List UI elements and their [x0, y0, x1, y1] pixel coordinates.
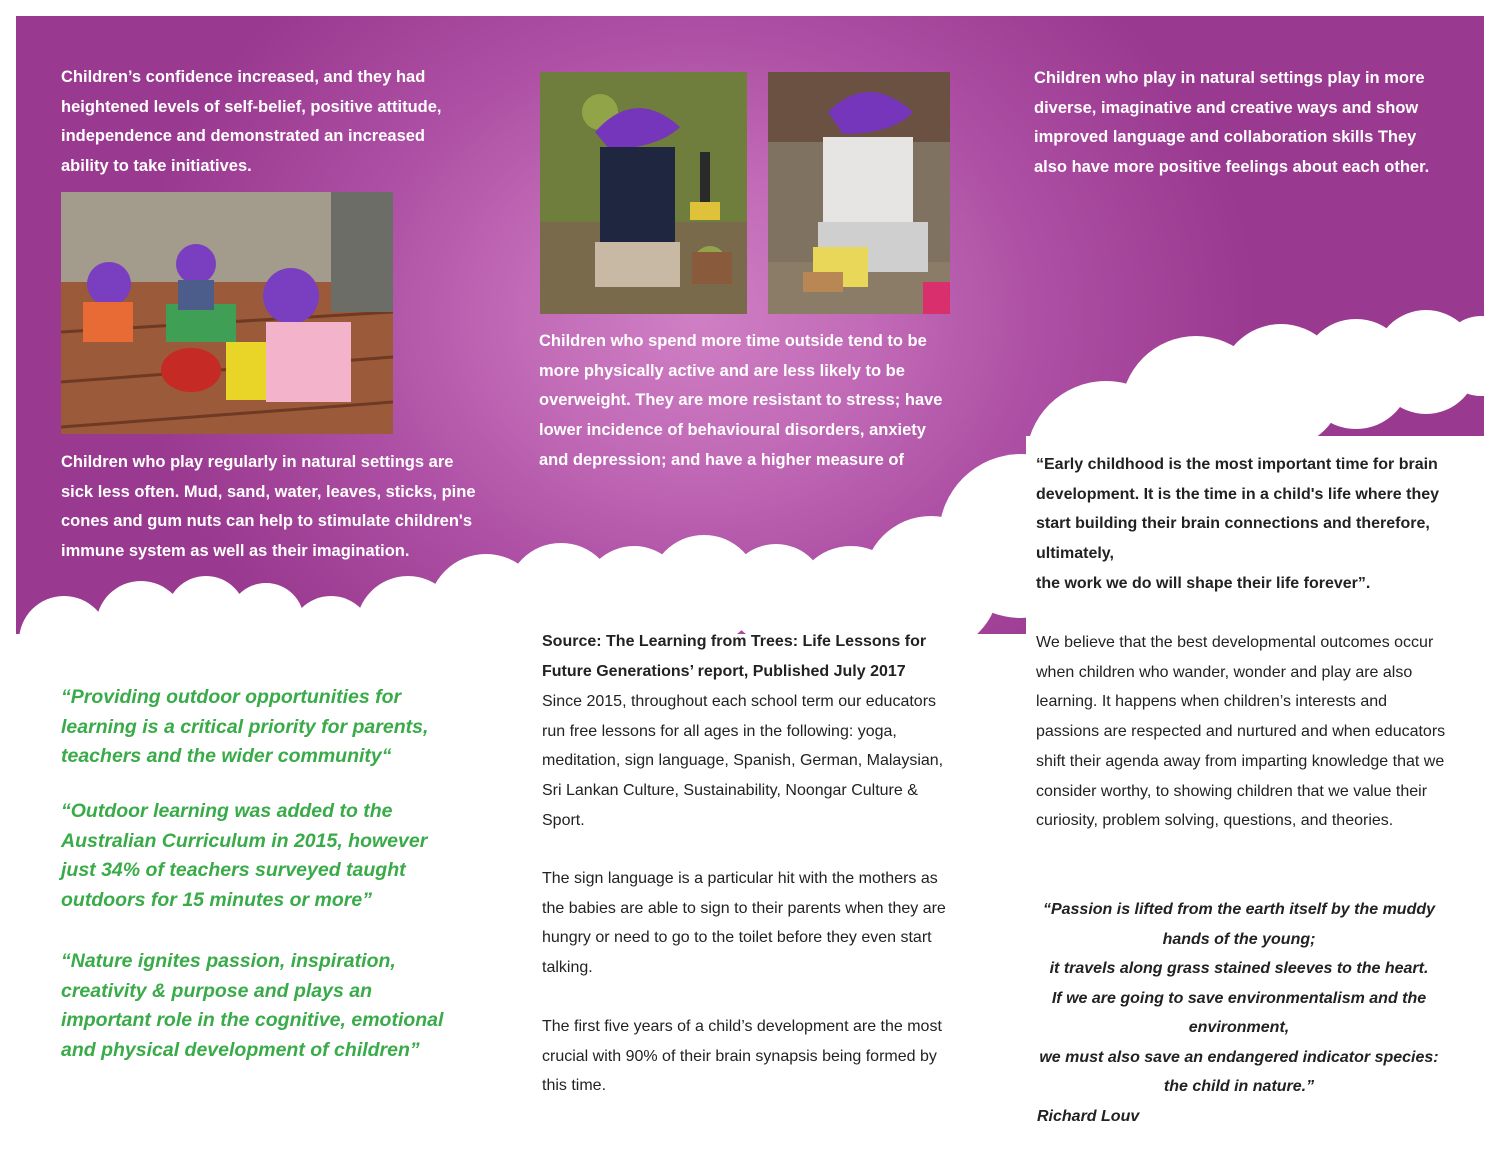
col3-natural-settings-text: Children who play in natural settings play in more diverse, imaginative and creative ways and show improved language and collaboration skills They also have more positive feelings about each other. [1034, 69, 1430, 177]
louv-quote-line: we must also save an endangered indicator species: the child in nature.” [1039, 1048, 1439, 1095]
early-childhood-quote-part1: “Early childhood is the most important time for brain development. It is the time in a child's life where they start building their brain connections and therefore, ultimately, [1036, 456, 1440, 563]
early-childhood-quote-part2: the work we do will shape their life forever”. [1036, 575, 1371, 592]
first-five-years-paragraph: The first five years of a child’s development are the most crucial with 90% of their brain synapsis being formed by this time. [542, 1018, 942, 1095]
lessons-paragraph: Since 2015, throughout each school term our educators run free lessons for all ages in the following: yoga, meditation, sign language, Spanish, German, Malaysian, Sri Lankan Culture, Sustainability, Noongar Culture & Sport. [542, 693, 944, 829]
photo-girl-with-saw [768, 72, 950, 314]
louv-quote-line: it travels along grass stained sleeves to the heart. [1049, 960, 1429, 977]
photo-boy-with-hand-drill [540, 72, 747, 314]
richard-louv-quote [1034, 895, 1444, 1102]
col1-immune-text: Children who play regularly in natural settings are sick less often. Mud, sand, water, leaves, sticks, pine cones and gum nuts can help to stimulate children's immune system as well as their imagination. [61, 453, 476, 561]
col1-confidence-text: Children’s confidence increased, and they had heightened levels of self-belief, positive attitude, independence and demonstrated an increased ability to take initiatives. [61, 68, 442, 176]
green-quote-curriculum: “Outdoor learning was added to the Australian Curriculum in 2015, however just 34% of teachers surveyed taught outdoors for 15 minutes or more” [61, 800, 428, 911]
green-quote-nature-ignites: “Nature ignites passion, inspiration, creativity & purpose and plays an important role in the cognitive, emotional and physical development of children” [61, 950, 444, 1061]
brochure-page [16, 16, 1484, 1151]
source-citation: Source: The Learning from Trees: Life Lessons for Future Generations’ report, Published July 2017 [542, 633, 927, 680]
sign-language-paragraph: The sign language is a particular hit with the mothers as the babies are able to sign to their parents when they are hungry or need to go to the toilet before they even start talking. [542, 870, 946, 977]
photo-children-cutting-vegetables [61, 192, 393, 434]
col2-outside-text: Children who spend more time outside tend to be more physically active and are less likely to be overweight. They are more resistant to stress; have lower incidence of behavioural disorders, anxiety and depression; and have a higher measure of [539, 332, 943, 469]
louv-quote-line: “Passion is lifted from the earth itself by the muddy hands of the young; [1042, 901, 1436, 948]
green-quote-outdoor-opportunities: “Providing outdoor opportunities for learning is a critical priority for parents, teachers and the wider community“ [61, 686, 429, 767]
quote-author: Richard Louv [1037, 1108, 1140, 1125]
we-believe-paragraph: We believe that the best developmental outcomes occur when children who wander, wonder and play are also learning. It happens when children’s interests and passions are respected and nurtured and when educators shift their agenda away from imparting knowledge that we consider worthy, to showing children that we value their curiosity, problem solving, questions, and theories. [1036, 634, 1446, 830]
louv-quote-line: If we are going to save environmentalism and the environment, [1051, 989, 1427, 1036]
